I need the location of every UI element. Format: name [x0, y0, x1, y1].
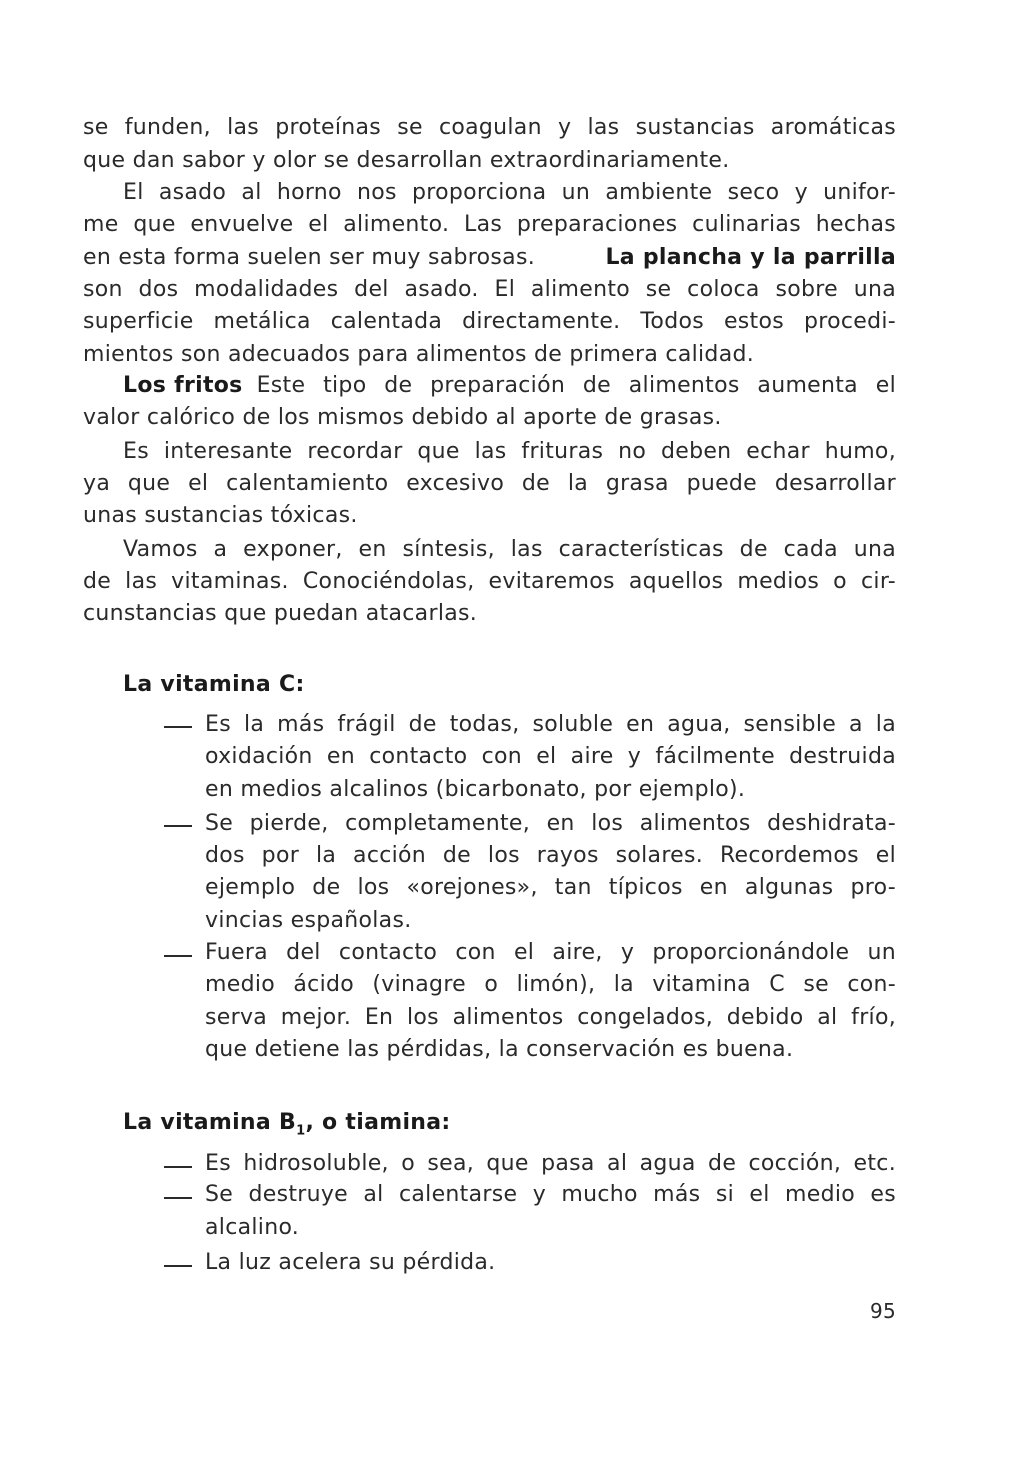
inline-bold-term: Los fritos	[123, 373, 243, 398]
list-item-line: medio ácido (vinagre o limón), la vitamina C se con-	[205, 972, 896, 997]
body-text-line: de las vitaminas. Conociéndolas, evitaremos aquellos medios o cir-	[83, 569, 896, 594]
list-item-line: dos por la acción de los rayos solares. Recordemos el	[205, 843, 896, 868]
body-text-line: me que envuelve el alimento. Las preparaciones culinarias hechas	[83, 212, 896, 237]
body-text-line: valor calórico de los mismos debido al aporte de grasas.	[83, 405, 722, 430]
list-item-line: Se destruye al calentarse y mucho más si el medio es	[205, 1182, 896, 1207]
list-dash	[164, 1166, 192, 1168]
list-dash	[164, 955, 192, 957]
list-item-line: alcalino.	[205, 1215, 300, 1240]
body-text-line: se funden, las proteínas se coagulan y las sustancias aromáticas	[83, 115, 896, 140]
list-item-line: Es la más frágil de todas, soluble en agua, sensible a la	[205, 712, 896, 737]
body-text-line: Vamos a exponer, en síntesis, las características de cada una	[123, 537, 896, 562]
body-text-line: que dan sabor y olor se desarrollan extraordinariamente.	[83, 148, 730, 173]
heading-text: , o tiamina:	[305, 1110, 451, 1135]
list-item-line: Se pierde, completamente, en los alimentos deshidrata-	[205, 811, 896, 836]
body-text-line: Es interesante recordar que las frituras no deben echar humo,	[123, 439, 896, 464]
body-text-line	[83, 242, 896, 274]
body-text-line: mientos son adecuados para alimentos de primera calidad.	[83, 342, 755, 367]
body-text-segment: en esta forma suelen ser muy sabrosas.	[83, 245, 536, 270]
body-text-line: unas sustancias tóxicas.	[83, 503, 358, 528]
body-text-segment: Este tipo de preparación de alimentos aumenta el	[256, 373, 896, 398]
list-item-line: oxidación en contacto con el aire y fácilmente destruida	[205, 744, 896, 769]
list-dash	[164, 825, 192, 827]
list-item-line: Es hidrosoluble, o sea, que pasa al agua de cocción, etc.	[205, 1151, 896, 1176]
body-text-line: son dos modalidades del asado. El alimento se coloca sobre una	[83, 277, 896, 302]
body-text-line: ya que el calentamiento excesivo de la grasa puede desarrollar	[83, 471, 896, 496]
list-dash	[164, 726, 192, 728]
list-item-line: que detiene las pérdidas, la conservación es buena.	[205, 1037, 794, 1062]
list-item-line: en medios alcalinos (bicarbonato, por ejemplo).	[205, 777, 746, 802]
page-number: 95	[870, 1299, 897, 1323]
body-text-line	[123, 370, 896, 402]
heading-subscript: 1	[296, 1123, 306, 1139]
section-heading-vitamin-b1	[123, 1107, 451, 1147]
list-item-line: ejemplo de los «orejones», tan típicos en algunas pro-	[205, 875, 896, 900]
inline-bold-term: La plancha y la parrilla	[605, 245, 896, 270]
heading-text: La vitamina B	[123, 1110, 297, 1135]
list-item-line: vincias españolas.	[205, 908, 412, 933]
list-item-line: serva mejor. En los alimentos congelados, debido al frío,	[205, 1005, 896, 1030]
list-item-line: Fuera del contacto con el aire, y proporcionándole un	[205, 940, 896, 965]
list-dash	[164, 1197, 192, 1199]
body-text-line: superficie metálica calentada directamente. Todos estos procedi-	[83, 309, 896, 334]
body-text-line: El asado al horno nos proporciona un ambiente seco y unifor-	[123, 180, 896, 205]
list-dash	[164, 1265, 192, 1267]
body-text-line: cunstancias que puedan atacarlas.	[83, 601, 478, 626]
section-heading-vitamin-c: La vitamina C:	[123, 672, 305, 697]
list-item-line: La luz acelera su pérdida.	[205, 1250, 496, 1275]
